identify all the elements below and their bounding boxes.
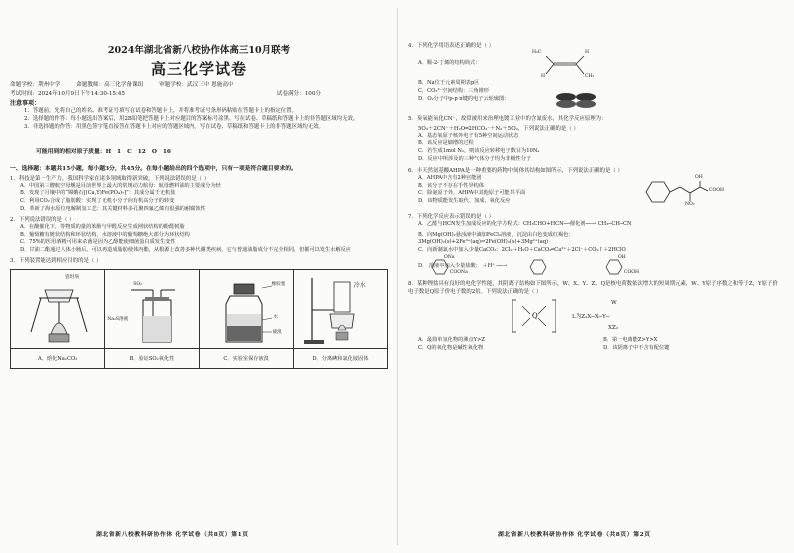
- question-7-option-b: B．向Mg(OH)₂悬浊液中滴加FeCl₃溶液，沉淀由白色变成红褐色：: [418, 231, 574, 238]
- meta-teacher: 命题教师：高三化学备课组: [76, 82, 144, 88]
- label-ona: ONa: [444, 254, 455, 260]
- atom-ch3: CH₃: [585, 74, 595, 79]
- label-so2: SO₂: [133, 281, 143, 287]
- question-4-option-a-row: [404, 50, 788, 80]
- label-water: 水: [273, 314, 279, 320]
- ahpa-label-cooh: COOH: [709, 187, 725, 193]
- label-cooh: COOH: [624, 269, 640, 275]
- meta-row-2: [10, 89, 392, 98]
- question-1-option-c: C．利用CO₂合成了脂肪酸：实现了无机小分子向有机高分子的转变: [20, 198, 175, 205]
- question-6-stem: 6．丰天然氨基酸AHPA是一种重要的药物中间体其结构如图所示，下列说法正确的是（ ）: [408, 167, 623, 174]
- question-2-stem: 2．下列说法错误的是（ ）: [10, 216, 75, 223]
- label-rubber-stopper: 橡胶塞: [271, 281, 286, 287]
- reactant-structure: [526, 257, 550, 277]
- question-8-option-a: A．最简单氢化物的沸点Y>Z: [418, 336, 485, 343]
- apparatus-b-caption: B．验证SO₂氧化性: [105, 348, 198, 368]
- question-7-option-d-row: [404, 255, 788, 277]
- question-8-structure: [404, 296, 788, 336]
- question-2-option-d: D．甘油二酯通过人体小肠后，可以再造成脂肪使体内酯，从根源上改善多种代谢类疾病，它与普通油脂成分不完全相同，但都可以发生水解反应: [20, 247, 351, 254]
- apparatus-b: [105, 270, 199, 368]
- part-one-heading: 一、选择题：本题共15小题，每小题3分，共45分。在每小题给出的四个选项中，只有一项是符合题目要求的。: [10, 165, 297, 172]
- apparatus-d: [294, 270, 387, 368]
- anion-structure: [512, 298, 556, 334]
- question-8-stem: 8．某种锂盐具有良好的电化学性能，其阴离子结构如下图所示，W、X、Y、Z、Q是核电荷数依次增大的短周期元素，W、Y原子序数之和等于Z，Y原子价电子数是Q原子价电子数的2倍。下列说法正确的是（ ）: [408, 280, 778, 295]
- question-1-stem: 1．科技是第一生产力，我国科学家在诸多领域取得新突破，下列说法错误的是（ ）: [10, 175, 210, 182]
- footer-page-2: 湖北省新八校教科研协作体 化学试卷（共8页）第2页: [498, 532, 651, 538]
- apparatus-table: [10, 269, 388, 369]
- apparatus-c-caption: C．实验室保存液溴: [200, 348, 293, 368]
- question-1-option-b: B．发现了月壤中的“嫦娥石[(Ca,Y)Fe(PO₄)₇]”：其成分属于无机盐: [20, 190, 176, 197]
- meta-time: 考试时间：2024年10月9日下午14:30-15:45: [10, 91, 125, 97]
- question-1-option-d: D．革新了海水原位电解制氢工艺：其关键材料多孔聚四氟乙烯有很强的耐腐蚀性: [20, 206, 206, 212]
- label-liquid-bromine: 液溴: [272, 329, 282, 335]
- gas-bottle-figure: [105, 270, 198, 348]
- question-5-equation: 5O₃＋2CN⁻＋H₂O═2HCO₃⁻＋N₂＋5O₂，下列说法正确的是（ ）: [418, 125, 579, 132]
- apparatus-a-caption: A．熔化Na₂CO₃: [11, 348, 104, 368]
- atom-h3c: H₃C: [532, 50, 542, 55]
- ahpa-label-oh: OH: [695, 174, 703, 180]
- pi-bond-cloud-figure: [554, 92, 598, 108]
- formula-l-definition: L为Z₂X─X─Y─: [572, 313, 610, 320]
- question-5-option-b: B．该反应是熵增的过程: [418, 140, 474, 147]
- question-6-option-a: A．AHPA中含有2种官能团: [418, 174, 482, 181]
- meta-reviewer: 审题学校：武汉三中 恩施高中: [159, 82, 234, 88]
- notice-2: 2．选择题的作答：每小题选出答案后，用2B铅笔把答题卡上对应题目的答案标号涂黑。写在试卷、草稿纸和答题卡上的非答题区域均无效。: [24, 116, 359, 123]
- question-6-option-d: D．该物质能发生取代、加成、氧化反应: [418, 198, 511, 205]
- question-4-option-b: B．Na位于元素周期表p区: [418, 80, 480, 86]
- atom-h-left: H: [541, 74, 546, 79]
- question-3-stem: 3．下列装置能达到相应目的的是（ ）: [10, 257, 102, 264]
- notice-1: 1．答题前，先将自己的姓名、准考证号填写在试卷和答题卡上，并将准考证号条形码粘贴在答题卡上的指定位置。: [24, 108, 297, 114]
- label-na2s: Na₂S溶液: [107, 316, 129, 322]
- question-8-option-d: D．该阴离子中不含有配位键: [603, 344, 670, 351]
- phenolate-structure: [428, 257, 452, 277]
- question-4-stem: 4．下列化学用语表述正确的是（ ）: [408, 43, 495, 49]
- svg-text:Q: Q: [532, 311, 538, 320]
- exam-title: 2024年湖北省新八校协作体高三10月联考: [107, 45, 291, 56]
- left-page: [6, 6, 392, 369]
- meta-score: 试卷满分：100分: [276, 91, 322, 97]
- question-5-option-d: D．反应中所涉及的三种气体分子均为非极性分子: [418, 155, 532, 162]
- question-4-option-d: D．O₂分子中p-p π键的电子云轮廓图：: [418, 95, 510, 102]
- right-page: [404, 6, 788, 352]
- product-structure: [602, 254, 626, 277]
- question-8-options-row-1: [418, 336, 788, 344]
- question-7-stem: 7．下列化学反应表示错误的是（ ）: [408, 213, 495, 220]
- crucible-figure: [11, 270, 104, 348]
- notice-heading: 注意事项：: [10, 100, 41, 107]
- atom-h-right: H: [585, 50, 590, 55]
- formula-w: W: [611, 299, 617, 306]
- question-5-option-a: A．基态氧原子核外电子有5种空间运动状态: [418, 132, 519, 139]
- formula-xz2: XZ₂: [608, 324, 619, 331]
- meta-school: 命题学校：荆州中学: [10, 82, 61, 88]
- question-5-stem: 5．臭氧能氧化CN⁻，故常被用来治理电镀工业中的含氰废水，其化学反应原理为：: [408, 115, 607, 122]
- question-4-option-d-row: [404, 96, 788, 110]
- atomic-masses: 可能用到的相对原子质量：H 1 C 12 O 16: [36, 148, 171, 155]
- sublimation-figure: [294, 270, 387, 348]
- question-6-option-b: B．该分子不存在手性异构体: [418, 182, 485, 189]
- question-6-option-c: C．除氨原子外，AHPA中其他原子可能共平面: [418, 190, 526, 197]
- question-2-option-c: C．75%的医用酒精可用来杀菌是因为乙醇能使细菌蛋白质发生变性: [20, 239, 176, 246]
- label-cold-water: 冷水: [353, 281, 366, 289]
- question-7-option-b-eq: 3Mg(OH)₂(s)+2Fe³⁺(aq)⇌2Fe(OH)₃(s)+3Mg²⁺(aq): [418, 239, 549, 246]
- question-2-option-a: A．在酸催化下，等物质的量的苯酚与甲醛反应生成网状结构的酚醛树脂: [20, 223, 185, 230]
- question-6-body: [404, 175, 788, 209]
- question-8-options-row-2: [418, 344, 788, 352]
- question-2-option-b: B．葡萄糖有链状结构和环状结构，水溶液中的葡萄糖绝大部分为环状结构: [20, 231, 190, 238]
- question-7-option-a: A．乙醛与HCN发生加成反应的化学方程式：CH₃CHO+HCN──催化剂──→ CH₃─CH─CN: [418, 220, 632, 227]
- question-7-option-c: C．向新制氯水中加入少量CaCO₃：2Cl₂＋H₂O＋CaCO₃═Ca²⁺＋2Cl⁻＋CO₂↑＋2HClO: [418, 247, 626, 254]
- reagent-bottle-figure: [200, 270, 293, 348]
- question-7-option-d: D． 溶液中加入少量盐酸： ＋H⁺ ──→: [418, 262, 508, 269]
- question-8-option-b: B．第一电离能Z>Y>X: [603, 336, 658, 343]
- question-5-option-c: C．若生成1mol N₂，则该反应转移电子数目为10Nₐ: [418, 148, 540, 155]
- question-4-option-a: A．顺-2-丁烯的结构简式：: [418, 60, 481, 66]
- label-oh: OH: [618, 254, 626, 260]
- notice-3: 3．非选择题的作答：用黑色签字笔直接答在答题卡上对应的答题区域内。写在试卷、草稿纸和答题卡上的非答题区域均无效。: [24, 124, 324, 131]
- question-8-option-c: C．Q的氧化物是碱性氧化物: [418, 344, 484, 351]
- question-1-option-a: A．中国第三艘航空母舰是目前世界上最大的常规动力航母：航母燃料油的主要成分为烃: [20, 182, 221, 189]
- label-crucible: 瓷坩埚: [65, 274, 79, 280]
- subject-title: 高三化学试卷: [150, 60, 247, 78]
- question-4-option-c: C．CO₃²⁻空间结构：三角锥形: [418, 87, 489, 94]
- column-divider: [397, 8, 398, 545]
- apparatus-a: [11, 270, 105, 368]
- label-coona: COONa: [450, 269, 468, 275]
- ahpa-label-no2: NO₂: [685, 201, 695, 207]
- apparatus-c: [200, 270, 294, 368]
- apparatus-d-caption: D．分离碘和氯化铵固体: [294, 348, 387, 368]
- meta-row-1: [10, 80, 392, 89]
- footer-page-1: 湖北省新八校教科研协作体 化学试卷（共8页）第1页: [96, 532, 249, 538]
